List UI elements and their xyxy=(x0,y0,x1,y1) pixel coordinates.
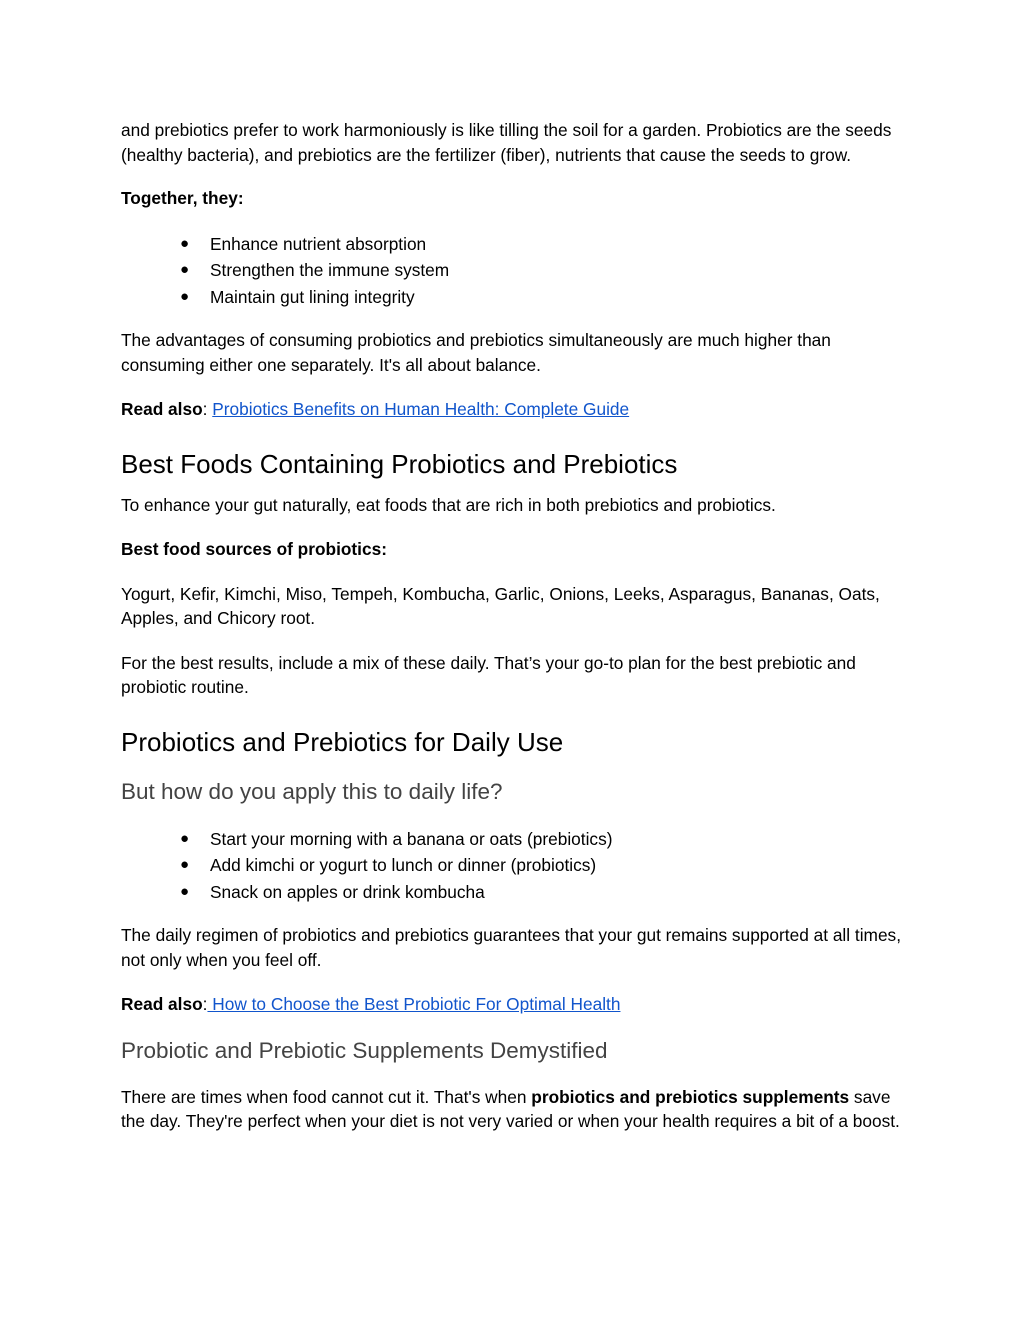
read-also-link-probiotics-benefits[interactable]: Probiotics Benefits on Human Health: Complete Guide xyxy=(212,399,630,419)
daily-use-list xyxy=(121,826,911,906)
list-item: ● Enhance nutrient absorption xyxy=(121,231,911,258)
list-item: ● Start your morning with a banana or oats (prebiotics) xyxy=(121,826,911,853)
read-also-1: Read also: Probiotics Benefits on Human Health: Complete Guide xyxy=(121,399,630,419)
intro-paragraph: and prebiotics prefer to work harmoniously is like tilling the soil for a garden. Probiotics are the seeds (healthy bacteria), and prebiotics are the fertilizer (fiber), nutrients that cause the seeds to grow. xyxy=(121,120,892,165)
list-item: ● Snack on apples or drink kombucha xyxy=(121,879,911,906)
bullet-icon: ● xyxy=(180,261,190,278)
read-also-label: Read also xyxy=(121,399,203,419)
heading-daily-use: Probiotics and Prebiotics for Daily Use xyxy=(121,726,564,757)
together-list xyxy=(121,231,911,311)
bullet-icon: ● xyxy=(180,829,190,847)
document-page xyxy=(121,118,911,1134)
heading-best-foods: Best Foods Containing Probiotics and Prebiotics xyxy=(121,448,678,479)
bullet-icon: ● xyxy=(180,234,190,252)
subheading-daily-life: But how do you apply this to daily life? xyxy=(121,778,503,804)
advantages-paragraph: The advantages of consuming probiotics and prebiotics simultaneously are much higher than consuming either one separately. It's all about balance. xyxy=(121,330,831,375)
bullet-icon: ● xyxy=(180,287,190,305)
read-also-2: Read also: How to Choose the Best Probiotic For Optimal Health xyxy=(121,994,621,1014)
best-food-sources-label: Best food sources of probiotics: xyxy=(121,539,387,559)
bullet-icon: ● xyxy=(180,882,190,900)
read-also-link-choose-probiotic[interactable]: How to Choose the Best Probiotic For Optimal Health xyxy=(207,994,621,1014)
supplements-paragraph: There are times when food cannot cut it. That's when probiotics and prebiotics supplements save the day. They're perfect when your diet is not very varied or when your health requires a bit of a boost. xyxy=(121,1086,900,1131)
best-foods-intro: To enhance your gut naturally, eat foods that are rich in both prebiotics and probiotics. xyxy=(121,494,776,515)
supplements-bold-phrase: probiotics and prebiotics supplements xyxy=(531,1086,850,1107)
read-also-label: Read also xyxy=(121,994,203,1014)
best-food-sources-list: Yogurt, Kefir, Kimchi, Miso, Tempeh, Kombucha, Garlic, Onions, Leeks, Asparagus, Bananas, Oats, Apples, and Chicory root. xyxy=(121,583,880,628)
list-item: ● Maintain gut lining integrity xyxy=(121,284,911,311)
bullet-icon: ● xyxy=(180,856,190,873)
best-results-paragraph: For the best results, include a mix of these daily. That’s your go-to plan for the best prebiotic and probiotic routine. xyxy=(121,652,856,697)
subheading-supplements: Probiotic and Prebiotic Supplements Demystified xyxy=(121,1037,608,1063)
list-item: ● Strengthen the immune system xyxy=(121,257,911,284)
list-item: ● Add kimchi or yogurt to lunch or dinner (probiotics) xyxy=(121,852,911,879)
together-heading: Together, they: xyxy=(121,188,244,208)
daily-regimen-paragraph: The daily regimen of probiotics and prebiotics guarantees that your gut remains supported at all times, not only when you feel off. xyxy=(121,925,901,970)
